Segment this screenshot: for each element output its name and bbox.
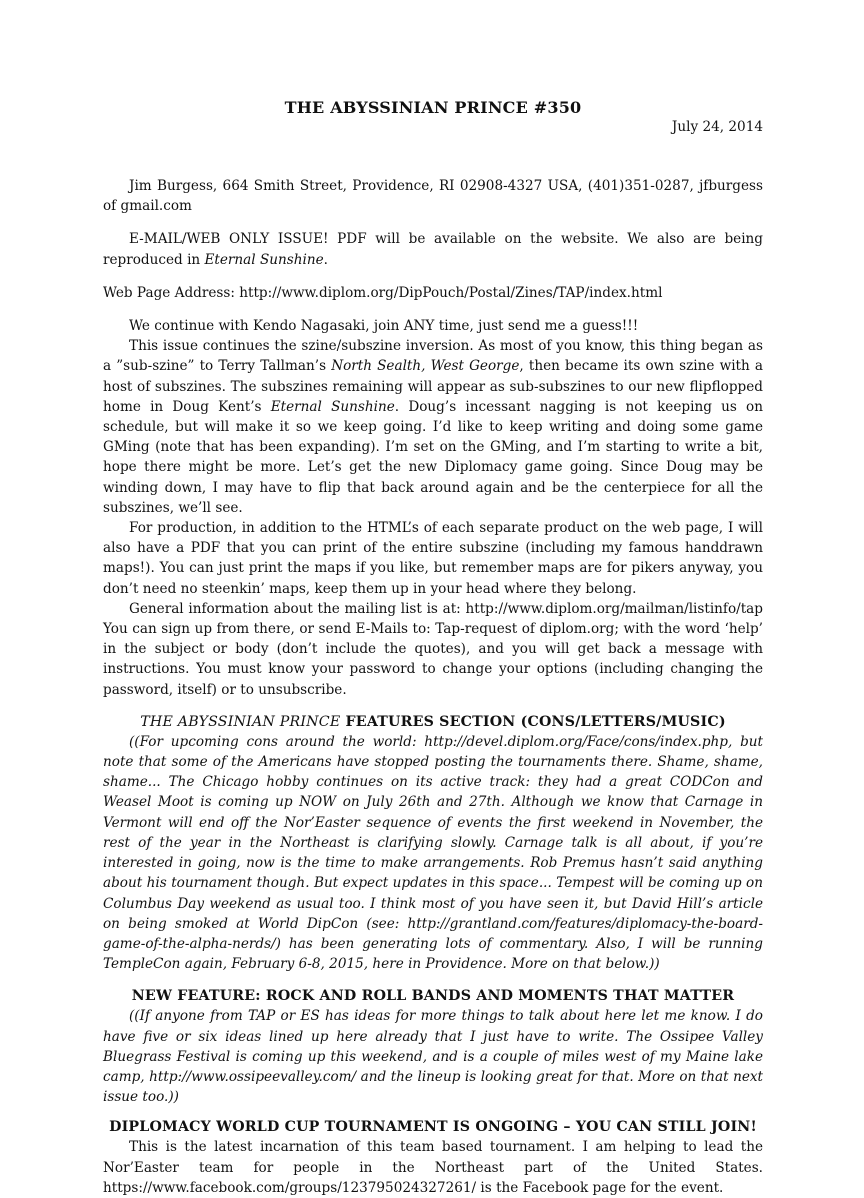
page-title: THE ABYSSINIAN PRINCE #350 bbox=[284, 98, 582, 117]
email-issue-paragraph bbox=[103, 229, 763, 269]
eternal-sunshine-title-2: Eternal Sunshine bbox=[270, 398, 395, 415]
intro-p2-part-c: . Doug’s incessant nagging is not keeping us on schedule, but will make it so we keep going. I’d like to keep writing and doing some game GMing (note that has been expanding). I’m set on the GMing, and I’m starting to write a bit, hope there might be more. Let’s get the new Diplomacy game going. Since Doug may be winding down, I may have to flip that back around again and be the centerpiece for all the subszines, we’ll see. bbox=[103, 398, 763, 516]
features-heading-rest: FEATURES SECTION (CONS/LETTERS/MUSIC) bbox=[340, 713, 726, 730]
north-sealth-title: North Sealth, West George bbox=[331, 358, 520, 375]
page-content bbox=[103, 98, 763, 1198]
intro-paragraph-2 bbox=[103, 336, 763, 518]
intro-paragraph-3: For production, in addition to the HTML’s of each separate product on the web page, I will also have a PDF that you can print of the entire subszine (including my famous handdrawn maps!). You can just print the maps if you like, but remember maps are for pikers anyway, you don’t need no steenkin’ maps, keep them up in your head where they belong. bbox=[103, 520, 763, 597]
email-issue-text: E-MAIL/WEB ONLY ISSUE! PDF will be available on the website. We also are being reproduced in bbox=[103, 231, 763, 268]
rock-section-heading: NEW FEATURE: ROCK AND ROLL BANDS AND MOMENTS THAT MATTER bbox=[131, 988, 735, 1005]
intro-p2-part-a: This issue continues the szine/subszine inversion. As most of you know, this thing began as a ”sub-szine” to Terry Tallman’s bbox=[103, 338, 763, 375]
email-issue-period: . bbox=[323, 251, 328, 268]
eternal-sunshine-title: Eternal Sunshine bbox=[204, 251, 324, 268]
features-section-body: ((For upcoming cons around the world: http://devel.diplom.org/Face/cons/index.php, but note that some of the Americans have stopped posting the tournaments there. Shame, shame, shame... The Chicago hobby continues on its active track: they had a great CODCon and Weasel Moot is coming up NOW on July 26th and 27th. Although we know that Carnage in Vermont will end off the Nor’Easter sequence of events the first weekend in November, the rest of the year in the Northeast is clarifying slowly. Carnage talk is all about, if you’re interested in going, now is the time to make arrangements. Rob Premus hasn’t said anything about his tournament though. But expect updates in this space... Tempest will be coming up on Columbus Day weekend as usual too. I think most of you have seen it, but David Hill’s article on being smoked at World DipCon (see: http://grantland.com/features/diplomacy-the-board-game-of-the-alpha-nerds/) has been generating lots of commentary. Also, I will be running TempleCon again, February 6-8, 2015, here in Providence. More on that below.)) bbox=[103, 733, 763, 973]
features-heading-italic: THE ABYSSINIAN PRINCE bbox=[140, 713, 341, 730]
web-page-address: Web Page Address: http://www.diplom.org/DipPouch/Postal/Zines/TAP/index.html bbox=[103, 284, 663, 301]
intro-p2-part-b: , then became its own szine with a host of subszines. The subszines remaining will appear as sub-subszines to our new flipflopped home in Doug Kent’s bbox=[103, 358, 764, 415]
contact-line: Jim Burgess, 664 Smith Street, Providence, RI 02908-4327 USA, (401)351-0287, jfburgess of gmail.com bbox=[103, 178, 763, 215]
features-section-heading bbox=[103, 712, 763, 732]
intro-paragraph-4: General information about the mailing list is at: http://www.diplom.org/mailman/listinfo/tap You can sign up from there, or send E-Mails to: Tap-request of diplom.org; with the word ‘help’ in the subject or body (don’t include the quotes), and you will get back a message with instructions. You must know your password to change your options (including changing the password, itself) or to unsubscribe. bbox=[103, 600, 763, 698]
issue-date: July 24, 2014 bbox=[671, 119, 763, 135]
worldcup-section-body: This is the latest incarnation of this team based tournament. I am helping to lead the Nor’Easter team for people in the Northeast part of the United States. https://www.facebook.com/groups/123795024327261/ is the Facebook page for the event. bbox=[103, 1139, 763, 1196]
intro-paragraph-1: We continue with Kendo Nagasaki, join ANY time, just send me a guess!!! bbox=[129, 318, 639, 335]
worldcup-section-heading: DIPLOMACY WORLD CUP TOURNAMENT IS ONGOING – YOU CAN STILL JOIN! bbox=[109, 1119, 757, 1136]
rock-section-body: ((If anyone from TAP or ES has ideas for more things to talk about here let me know. I do have five or six ideas lined up here already that I just have to write. The Ossipee Valley Bluegrass Festival is coming up this weekend, and is a couple of miles west of my Maine lake camp, http://www.ossipeevalley.com/ and the lineup is looking great for that. More on that next issue too.)) bbox=[103, 1008, 763, 1106]
